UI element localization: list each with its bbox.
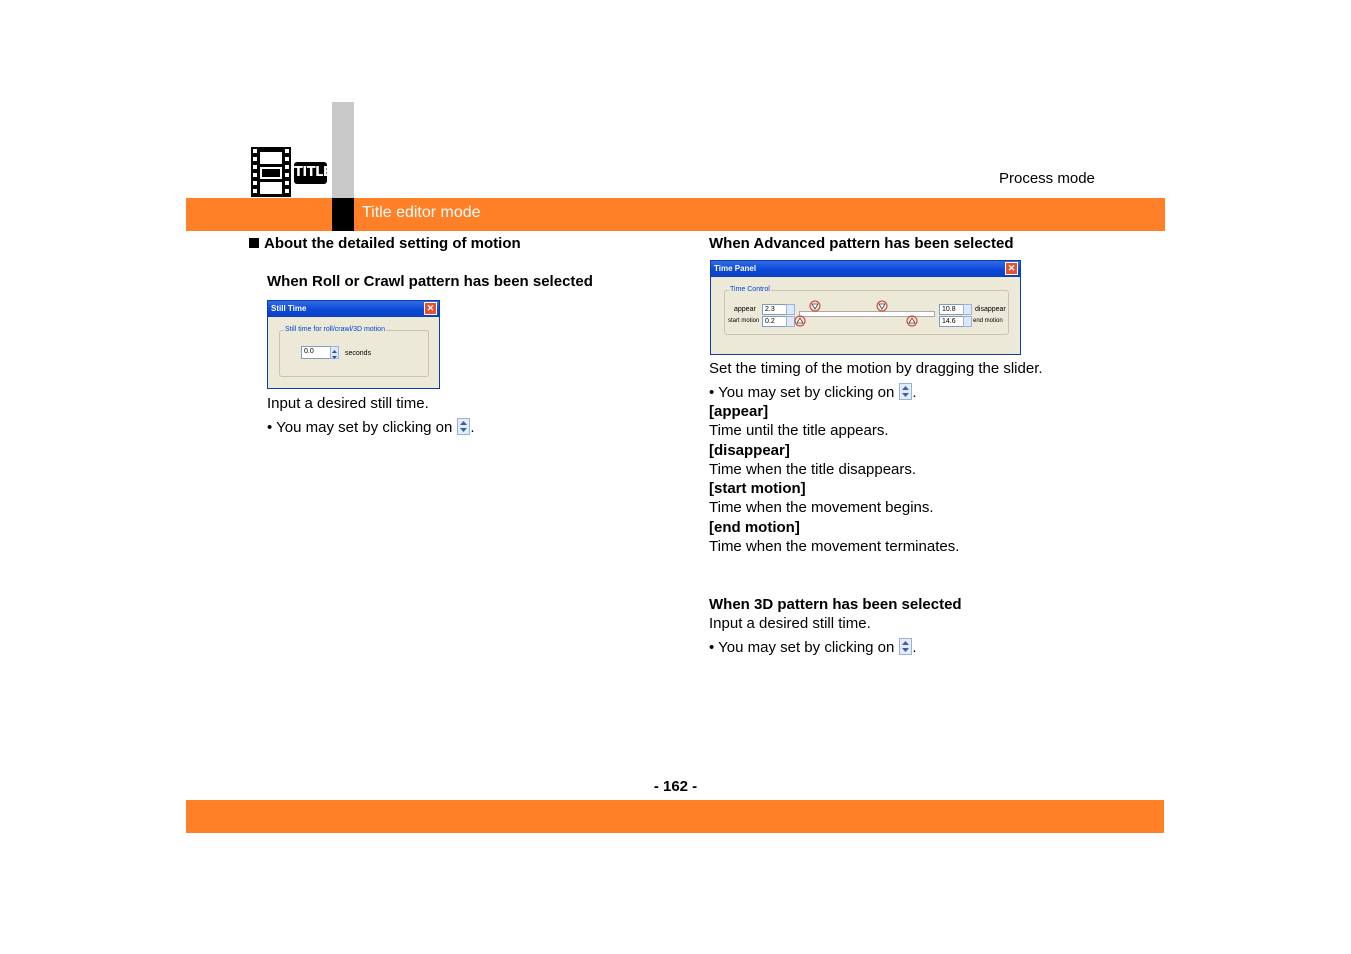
- section-title-text: About the detailed setting of motion: [264, 235, 521, 252]
- close-icon[interactable]: ✕: [424, 302, 437, 315]
- end-motion-input[interactable]: 14.6: [939, 316, 964, 327]
- start-motion-input[interactable]: 0.2: [762, 316, 787, 327]
- threed-desc: Input a desired still time.: [709, 615, 871, 632]
- term-appear: [appear]: [709, 403, 769, 420]
- appear-spinner[interactable]: [786, 304, 795, 315]
- advanced-heading: When Advanced pattern has been selected: [709, 235, 1014, 252]
- footer-bar: [186, 800, 1164, 833]
- start-motion-label: start motion: [728, 318, 760, 324]
- title-logo: TITLE: [294, 162, 327, 184]
- square-bullet-icon: [249, 238, 259, 248]
- header-title: Title editor mode: [362, 204, 481, 221]
- header-black-tab: [332, 198, 354, 231]
- still-time-spinner[interactable]: [330, 346, 339, 359]
- time-panel-title: Time Panel: [714, 264, 757, 273]
- left-bullet-text: • You may set by clicking on: [267, 419, 453, 436]
- term-disappear-desc: Time when the title disappears.: [709, 461, 917, 478]
- still-time-titlebar: [268, 301, 439, 317]
- film-strip-icon: [251, 147, 291, 197]
- roll-crawl-heading: When Roll or Crawl pattern has been selected: [267, 273, 593, 290]
- end-motion-slider-handle-icon[interactable]: [906, 315, 918, 327]
- term-start-motion-desc: Time when the movement begins.: [709, 499, 934, 516]
- spin-button-icon: [899, 383, 912, 400]
- threed-bullet-suffix: .: [912, 639, 917, 656]
- spin-button-icon: [457, 418, 470, 435]
- disappear-label: disappear: [975, 306, 1006, 313]
- disappear-spinner[interactable]: [963, 304, 972, 315]
- left-spin-bullet: [267, 418, 475, 437]
- right-spin-bullet: [709, 383, 917, 402]
- threed-heading: When 3D pattern has been selected: [709, 596, 962, 613]
- right-bullet-suffix: .: [912, 384, 917, 401]
- left-bullet-suffix: .: [470, 419, 475, 436]
- threed-spin-bullet: [709, 638, 917, 657]
- still-time-fieldset: [279, 326, 429, 377]
- appear-input[interactable]: 2.3: [762, 304, 787, 315]
- process-mode-label: Process mode: [999, 170, 1095, 187]
- still-time-legend: Still time for roll/crawl/3D motion: [285, 326, 385, 333]
- time-panel-titlebar: [711, 261, 1020, 277]
- start-motion-slider-handle-icon[interactable]: [794, 315, 806, 327]
- disappear-input[interactable]: 10.8: [939, 304, 964, 315]
- spin-arrows-icon: [331, 349, 338, 360]
- spin-button-icon: [899, 638, 912, 655]
- threed-bullet-text: • You may set by clicking on: [709, 639, 895, 656]
- slider-desc: Set the timing of the motion by dragging the slider.: [709, 360, 1043, 377]
- still-time-dialog: [267, 300, 440, 389]
- end-motion-spinner[interactable]: [963, 316, 972, 327]
- still-time-desc: Input a desired still time.: [267, 395, 429, 412]
- time-control-fieldset: [724, 286, 1009, 335]
- appear-slider-handle-icon[interactable]: [809, 300, 821, 312]
- time-panel-dialog: [710, 260, 1021, 355]
- close-icon[interactable]: ✕: [1005, 262, 1018, 275]
- term-disappear: [disappear]: [709, 442, 790, 459]
- time-control-legend: Time Control: [730, 286, 770, 293]
- disappear-slider-handle-icon[interactable]: [876, 300, 888, 312]
- header-gray-tab: [332, 102, 354, 198]
- seconds-label: seconds: [345, 350, 372, 357]
- still-time-input[interactable]: 0.0: [301, 346, 332, 359]
- term-appear-desc: Time until the title appears.: [709, 422, 889, 439]
- still-time-title: Still Time: [271, 304, 307, 313]
- end-motion-label: end motion: [973, 318, 1003, 324]
- right-bullet-text: • You may set by clicking on: [709, 384, 895, 401]
- term-end-motion: [end motion]: [709, 519, 800, 536]
- section-title: [249, 234, 521, 253]
- appear-label: appear: [734, 306, 756, 313]
- page-number: - 162 -: [653, 778, 698, 795]
- term-end-motion-desc: Time when the movement terminates.: [709, 538, 960, 555]
- term-start-motion: [start motion]: [709, 480, 806, 497]
